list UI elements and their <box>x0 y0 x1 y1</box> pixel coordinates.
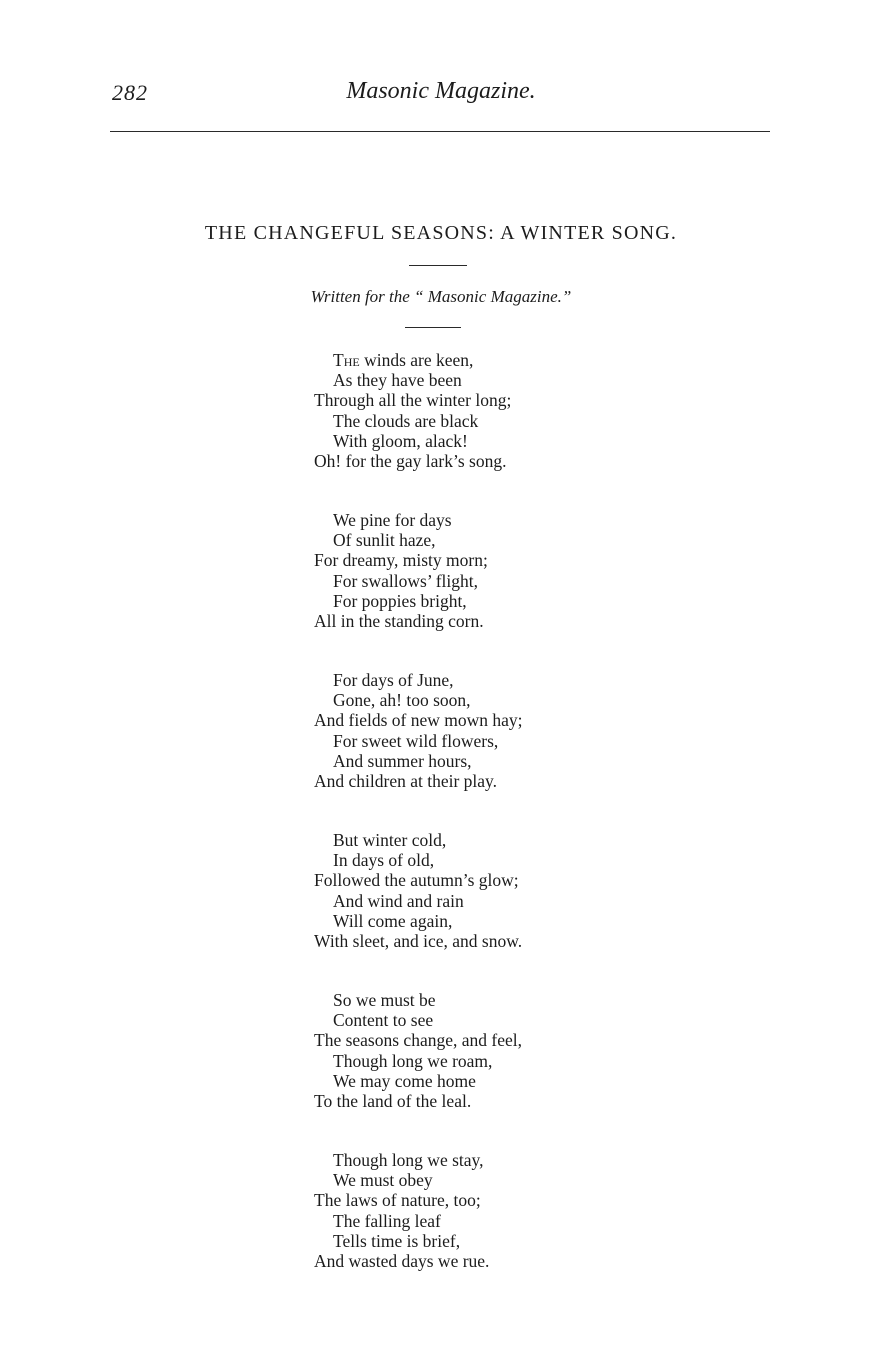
line-text: Content to see <box>333 1010 434 1031</box>
dedication-rule <box>405 327 461 328</box>
line-text: Of sunlit haze, <box>333 530 436 551</box>
poem-line <box>314 870 634 890</box>
line-text: We pine for days <box>333 510 452 530</box>
drop-word: The <box>333 350 360 370</box>
stanza <box>314 990 634 1111</box>
poem-line <box>314 690 634 710</box>
line-text: All in the standing corn. <box>314 611 484 632</box>
line-text: For dreamy, misty morn; <box>314 550 488 571</box>
line-text: Though long we roam, <box>333 1050 493 1071</box>
poem-line <box>314 1251 634 1271</box>
poem-line <box>314 1071 634 1091</box>
line-text: Will come again, <box>333 910 453 931</box>
poem-line <box>314 1051 634 1071</box>
line-text: Followed the autumn’s glow; <box>314 870 519 891</box>
line-text: The laws of nature, too; <box>314 1190 481 1211</box>
stanza <box>314 350 634 471</box>
poem-line <box>314 830 634 850</box>
line-text: For poppies bright, <box>333 590 467 611</box>
poem-line <box>314 670 634 690</box>
line-text: We may come home <box>333 1070 476 1091</box>
poem-line <box>314 411 634 431</box>
line-text: winds are keen, <box>364 350 474 370</box>
poem-line <box>314 1190 634 1210</box>
poem-line <box>314 850 634 870</box>
poem-line <box>314 1231 634 1251</box>
dedication: Written for the “ Masonic Magazine.” <box>310 287 572 306</box>
line-text: And wind and rain <box>333 890 464 911</box>
line-text: Oh! for the gay lark’s song. <box>314 451 507 472</box>
line-text: And wasted days we rue. <box>314 1251 490 1272</box>
line-text: With sleet, and ice, and snow. <box>314 931 523 952</box>
poem-line <box>314 451 634 471</box>
poem-line <box>314 1030 634 1050</box>
running-head: Masonic Magazine. <box>346 78 536 104</box>
line-text: Through all the winter long; <box>314 390 512 411</box>
line-text: We must obey <box>333 1170 433 1191</box>
poem-line <box>314 611 634 631</box>
poem-line <box>314 751 634 771</box>
stanza <box>314 510 634 631</box>
poem-line <box>314 710 634 730</box>
poem-line <box>314 1170 634 1190</box>
poem-line <box>314 731 634 751</box>
poem-title: THE CHANGEFUL SEASONS: A WINTER SONG. <box>204 222 678 244</box>
line-text: For days of June, <box>333 670 454 690</box>
stanza <box>314 1150 634 1271</box>
poem-line <box>314 891 634 911</box>
poem-line <box>314 1010 634 1030</box>
poem-line <box>314 390 634 410</box>
poem-line <box>314 931 634 951</box>
poem-line <box>314 1091 634 1111</box>
stanza <box>314 830 634 951</box>
line-text: So we must be <box>333 990 436 1010</box>
poem-line <box>314 591 634 611</box>
poem-line <box>314 1150 634 1170</box>
poem-line <box>314 990 634 1010</box>
line-text: The falling leaf <box>333 1210 441 1231</box>
poem-line <box>314 1211 634 1231</box>
header-rule <box>110 131 770 132</box>
line-text: And children at their play. <box>314 771 498 792</box>
line-text: The seasons change, and feel, <box>314 1030 522 1051</box>
line-text: To the land of the leal. <box>314 1091 472 1112</box>
line-text: As they have been <box>333 370 462 391</box>
poem-line <box>314 370 634 390</box>
line-text: In days of old, <box>333 850 435 871</box>
poem-line <box>314 530 634 550</box>
poem-line <box>314 911 634 931</box>
line-text: With gloom, alack! <box>333 430 468 451</box>
title-rule <box>409 265 467 266</box>
line-text: Tells time is brief, <box>333 1230 461 1251</box>
stanza <box>314 670 634 791</box>
poem-line <box>314 510 634 530</box>
line-text: The clouds are black <box>333 410 479 431</box>
line-text: For swallows’ flight, <box>333 570 479 591</box>
line-text: Gone, ah! too soon, <box>333 690 471 711</box>
poem-line <box>314 350 634 370</box>
line-text: But winter cold, <box>333 830 447 850</box>
poem-line <box>314 431 634 451</box>
line-text: For sweet wild flowers, <box>333 730 499 751</box>
line-text: And fields of new mown hay; <box>314 710 523 731</box>
poem-line <box>314 550 634 570</box>
line-text: Though long we stay, <box>333 1150 484 1170</box>
poem-line <box>314 571 634 591</box>
page-number: 282 <box>112 80 148 105</box>
poem-line <box>314 771 634 791</box>
line-text: And summer hours, <box>333 750 472 771</box>
